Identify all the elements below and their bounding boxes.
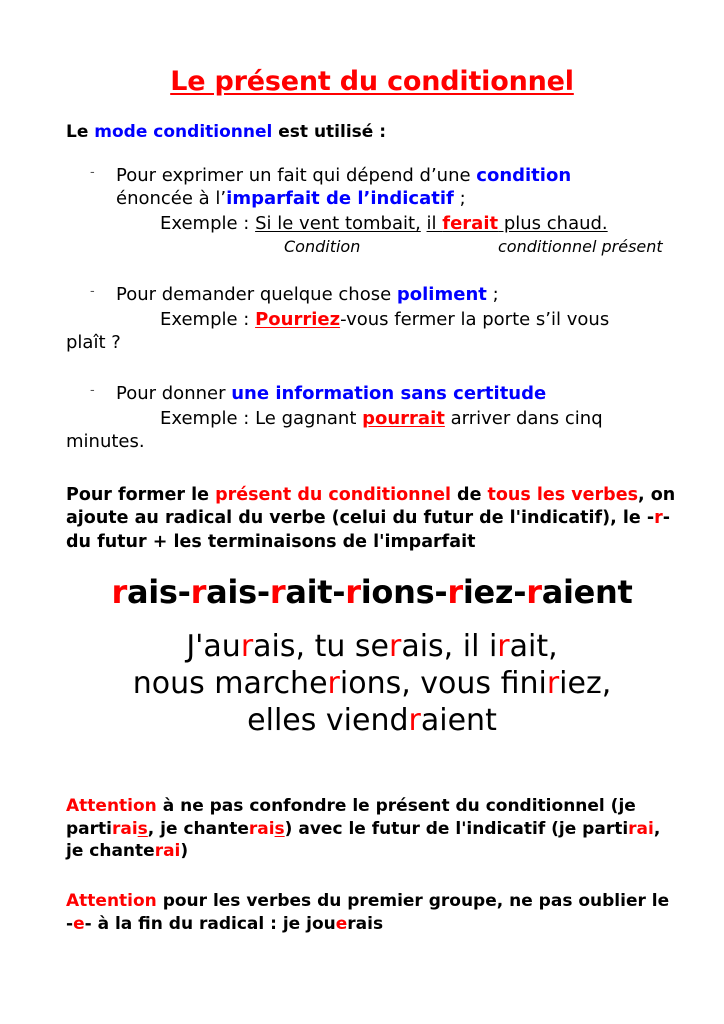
formation-highlight-r: r [654,508,663,529]
bullet-line1-pre: Pour demander quelque chose [116,284,397,306]
conjugation-stem: J'au [186,629,241,665]
bullet-content [66,283,678,354]
example-label: Exemple : Le gagnant [160,407,363,429]
bullet-dash-icon: - [90,284,95,300]
ending-r-marker: r [111,573,127,612]
attention1-verb-2-suffix: s [274,818,285,839]
attention-keyword: Attention [66,891,157,911]
bullet-line-1 [116,164,678,187]
conjugation-r-marker: r [408,702,421,738]
conjugation-r-marker: r [497,629,510,665]
bullet-line-1 [116,283,678,306]
conjugation-r-marker: r [388,629,402,665]
ending-suffix: ions [360,573,435,612]
attention2-text-1: pour les verbes du premier groupe, ne pas oublier le - [66,891,670,934]
bullet-line1-pre: Pour exprimer un fait qui dépend d’une [116,165,477,186]
attention1-text-4: , je chante [66,818,661,862]
conjugation-stem: nous marche [132,665,328,701]
ending-r-marker: r [345,573,361,612]
intro-post: est utilisé : [272,122,387,142]
bullet-line2-highlight: imparfait de l’indicatif [226,188,454,210]
bullet-line-1 [116,382,678,405]
conjugation-stem: il i [462,629,498,665]
conjugation-ending: ais, [253,629,315,665]
conjugation-examples [66,629,678,739]
attention-keyword: Attention [66,796,157,817]
bullet-line1-highlight: condition [476,165,572,186]
conjugation-line-2 [66,666,678,703]
attention2-letter-e-2: e [335,913,348,934]
conjugation-ending: ions, [339,665,421,701]
example-result-post: plus chaud. [498,212,608,234]
formation-text-3: , on ajoute au radical du verbe (celui du futur de l'indicatif), le - [66,484,676,529]
conjugation-line-3 [66,703,678,740]
example-verb-pourrait: pourrait [362,407,445,429]
conjugation-stem: elles viend [247,702,409,738]
ending-r-marker: r [269,573,286,612]
annotation-condition: Condition [284,237,361,257]
attention1-text-1: à ne pas confondre le présent du conditionnel (je parti [66,796,636,839]
bullet-line1-highlight: poliment [396,284,487,306]
conjugation-ending: aient [420,702,497,738]
ending-r-marker: r [190,573,207,612]
bullet-content [66,382,678,453]
conjugation-stem: tu se [314,629,389,665]
example-condition-clause: Si le vent tombait, [255,212,421,234]
conjugation-r-marker: r [546,665,560,701]
attention1-verb-2: rai [248,818,275,839]
ending-suffix: ait [285,573,333,612]
ending-r-marker: r [526,573,542,612]
example-result-clause [427,213,608,234]
ending-suffix: ais [126,573,178,612]
ending-separator: - [513,573,527,612]
formation-text-4: - du futur + les terminaisons de l'imparfait [66,508,671,552]
attention1-verb-4: rai [154,841,181,862]
attention1-text-5: ) [180,841,189,862]
bullet-item-poliment [66,283,678,354]
attention1-verb-3: rai [628,818,654,839]
intro-line [66,122,678,142]
attention2-letter-e: e [73,913,85,934]
attention-note-1 [66,795,678,863]
intro-pre: Le [66,122,95,142]
ending-separator: - [332,573,346,612]
bullet-content [116,164,678,257]
endings-list [66,573,678,611]
ending-separator: - [256,573,270,612]
ending-separator: - [177,573,191,612]
attention1-verb-1-suffix: s [137,818,148,839]
annotation-conditionnel-present: conditionnel présent [498,237,663,257]
attention1-verb-1: rai [111,818,138,839]
conjugation-r-marker: r [240,629,254,665]
bullet-line1-highlight: une information sans certitude [231,383,547,405]
bullet-dash-icon: - [90,165,95,180]
ending-separator: - [434,573,448,612]
bullet-example [160,407,678,430]
bullet-line2-pre: énoncée à l’ [116,188,227,210]
bullet-line1-pre: Pour donner [116,383,232,405]
formation-paragraph [66,484,678,555]
bullet-example [160,308,678,331]
bullet-example [160,212,678,235]
bullet-example-overflow: plaît ? [66,331,121,353]
attention1-text-3: ) avec le futur de l'indicatif (je parti [284,818,629,839]
conjugation-line-1 [66,629,678,666]
bullet-line2-post: ; [453,188,466,210]
formation-highlight-1: présent du conditionnel [215,484,451,505]
bullet-line1-post: ; [486,284,499,306]
example-label: Exemple : [160,308,256,330]
formation-highlight-2: tous les verbes [487,484,638,505]
bullet-dash-icon: - [90,383,95,399]
ending-suffix: aient [541,573,633,612]
example-annotations [116,237,678,257]
formation-text-1: Pour former le [66,484,216,505]
bullet-line-2 [116,187,678,210]
attention2-text-3: rais [347,913,384,934]
attention-note-2 [66,890,678,935]
bullet-item-condition [66,164,678,257]
example-verb-pourriez: Pourriez [255,308,341,330]
ending-r-marker: r [447,573,463,612]
conjugation-r-marker: r [327,665,340,701]
ending-suffix: ais [206,573,257,612]
example-label: Exemple : [160,212,256,234]
conjugation-stem: vous fini [420,665,547,701]
example-rest: -vous fermer la porte s’il vous [340,308,610,330]
example-result-pre: il [426,212,443,234]
conjugation-ending: ait, [509,629,558,665]
ending-suffix: iez [462,573,514,612]
formation-text-2: de [450,484,488,505]
example-rest: arriver dans cinq [444,407,603,429]
conjugation-ending: iez, [559,665,612,701]
conjugation-ending: ais, [401,629,463,665]
example-verb-ferait: ferait [442,212,499,234]
attention2-text-2: - à la fin du radical : je jou [84,913,336,934]
bullet-example-overflow: minutes. [66,431,145,453]
attention1-text-2: , je chante [147,818,249,839]
intro-highlight: mode conditionnel [94,122,273,142]
page-title: Le présent du conditionnel [170,66,574,97]
bullet-item-incertitude [66,382,678,453]
